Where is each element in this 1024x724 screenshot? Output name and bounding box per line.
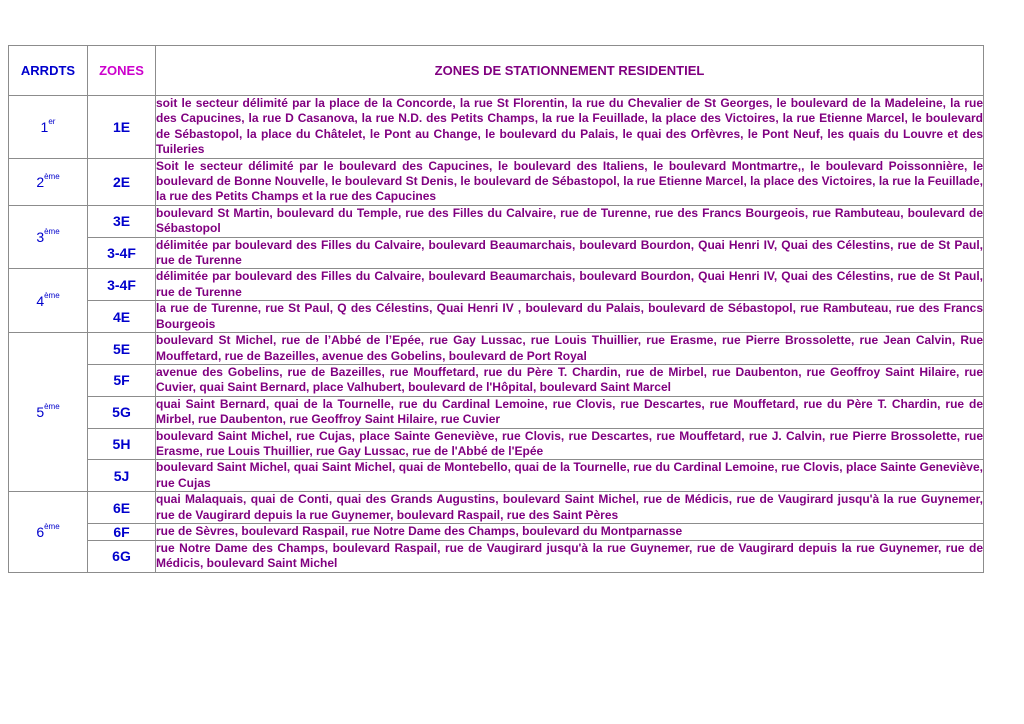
zone-description: boulevard Saint Michel, quai Saint Michel, quai de Montebello, quai de la Tournelle, rue du Cardinal Lemoine, rue Clovis, place Sainte Geneviève, rue Cujas <box>156 460 983 490</box>
zone-code: 1E <box>88 96 156 159</box>
zone-description: soit le secteur délimité par la place de la Concorde, la rue St Florentin, la rue du Chevalier de St Georges, le boulevard de la Madeleine, la rue des Capucines, la rue D Casanova, la rue N.D. des Petits Champs, la rue la Feuillade, la place des Victoires, la rue Etienne Marcel, le boulevard de Sébastopol, la place du Châtelet, le Pont au Change, le boulevard du Palais, le quai des Orfèvres, le Pont Neuf, les quais du Louvre et des Tuileries <box>156 96 983 157</box>
zone-description: rue de Sèvres, boulevard Raspail, rue Notre Dame des Champs, boulevard du Montparnasse <box>156 523 984 540</box>
arrondissement-number: 6 <box>36 523 45 540</box>
zone-description: quai Saint Bernard, quai de la Tournelle, rue du Cardinal Lemoine, rue Clovis, rue Descartes, rue Mouffetard, rue du Père T. Chardin, rue de Mirbel, rue Daubenton, rue Geoffroy Saint Hilaire, rue Cuvier <box>156 396 983 427</box>
zone-description: avenue des Gobelins, rue de Bazeilles, rue Mouffetard, rue du Père T. Chardin, rue de Mirbel, rue Daubenton, rue Geoffroy Saint Hilaire, rue Cuvier, quai Saint Bernard, place Valhubert, boulevard de l'Hôpital, boulevard Saint Marcel <box>156 364 983 395</box>
arrondissement-suffix: ème <box>44 290 60 300</box>
header-row <box>9 46 984 96</box>
table-row <box>9 428 984 460</box>
header-zones-stationnement: ZONES DE STATIONNEMENT RESIDENTIEL <box>156 46 984 96</box>
header-arrdts: ARRDTS <box>9 46 88 96</box>
table-row <box>9 301 984 333</box>
arrondissement-number: 1 <box>40 118 49 135</box>
zone-description: rue Notre Dame des Champs, boulevard Raspail, rue de Vaugirard jusqu'à la rue Guynemer, rue de Vaugirard depuis la rue Guynemer, rue de Médicis, boulevard Saint Michel <box>156 540 983 571</box>
zone-description: quai Malaquais, quai de Conti, quai des Grands Augustins, boulevard Saint Michel, rue de Médicis, rue de Vaugirard jusqu'à la rue Guynemer, rue de Vaugirard depuis la rue Guynemer, boulevard Raspail, rue des Saint Pères <box>156 492 983 522</box>
arrondissement-cell <box>9 158 88 205</box>
zone-code: 5J <box>88 460 156 492</box>
arrondissement-suffix: ème <box>44 521 60 531</box>
zone-code: 6E <box>88 492 156 524</box>
zones-table <box>8 45 984 573</box>
zone-description: la rue de Turenne, rue St Paul, Q des Célestins, Quai Henri IV , boulevard du Palais, boulevard de Sébastopol, rue Rambuteau, rue des Francs Bourgeois <box>156 301 983 331</box>
zone-description: boulevard Saint Michel, rue Cujas, place Sainte Geneviève, rue Clovis, rue Descartes, rue Mouffetard, rue J. Calvin, rue Pierre Brossolette, rue Erasme, rue Louis Thuillier, rue Gay Lussac, rue de l'Abbé de l'Epée <box>156 428 983 458</box>
zone-code: 3E <box>88 205 156 237</box>
arrondissement-suffix: ème <box>44 171 60 181</box>
table-row <box>9 333 984 365</box>
table-row <box>9 237 984 269</box>
arrondissement-number: 5 <box>36 404 45 421</box>
arrondissement-number: 4 <box>36 292 45 309</box>
table-row <box>9 492 984 524</box>
arrondissement-suffix: ème <box>44 227 60 237</box>
table-row <box>9 269 984 301</box>
zone-code: 3-4F <box>88 237 156 269</box>
zone-code: 5E <box>88 333 156 365</box>
arrondissement-cell <box>9 492 88 573</box>
arrondissement-cell <box>9 205 88 269</box>
arrondissement-suffix: er <box>48 116 56 126</box>
arrondissement-number: 2 <box>36 173 45 190</box>
header-zones: ZONES <box>88 46 156 96</box>
zone-code: 3-4F <box>88 269 156 301</box>
arrondissement-cell <box>9 96 88 159</box>
arrondissement-number: 3 <box>36 229 45 246</box>
zone-description: boulevard St Michel, rue de l’Abbé de l’Epée, rue Gay Lussac, rue Louis Thuillier, rue Erasme, rue Pierre Brossolette, rue Jean Calvin, Rue Mouffetard, rue de Bazeilles, avenue des Gobelins, boulevard de Port Royal <box>156 333 983 363</box>
zone-code: 5F <box>88 364 156 396</box>
zone-description: Soit le secteur délimité par le boulevard des Capucines, le boulevard des Italiens, le boulevard Montmartre,, le boulevard Poissonnière, le boulevard de Bonne Nouvelle, le boulevard St Denis, le boulevard de Sébastopol, la rue Etienne Marcel, la place des Victoires, la rue la Feuillade, la rue des Petits Champs et la rue des Capucines <box>156 158 983 204</box>
arrondissement-cell <box>9 333 88 492</box>
table-row <box>9 158 984 205</box>
table-row <box>9 523 984 540</box>
table-row <box>9 96 984 159</box>
zone-code: 4E <box>88 301 156 333</box>
table-row <box>9 540 984 572</box>
zone-code: 5G <box>88 396 156 428</box>
arrondissement-suffix: ème <box>44 402 60 412</box>
zone-description: délimitée par boulevard des Filles du Calvaire, boulevard Beaumarchais, boulevard Bourdon, Quai Henri IV, Quai des Célestins, rue de St Paul, rue de Turenne <box>156 237 983 268</box>
table-row <box>9 396 984 428</box>
zone-code: 5H <box>88 428 156 460</box>
zone-code: 6G <box>88 540 156 572</box>
table-row <box>9 364 984 396</box>
table-row <box>9 460 984 492</box>
zone-description: boulevard St Martin, boulevard du Temple, rue des Filles du Calvaire, rue de Turenne, rue des Francs Bourgeois, rue Rambuteau, boulevard de Sébastopol <box>156 205 983 236</box>
zone-code: 2E <box>88 158 156 205</box>
arrondissement-cell <box>9 269 88 333</box>
zone-description: délimitée par boulevard des Filles du Calvaire, boulevard Beaumarchais, boulevard Bourdon, Quai Henri IV, Quai des Célestins, rue de St Paul, rue de Turenne <box>156 269 983 299</box>
zone-code: 6F <box>88 523 156 540</box>
table-row <box>9 205 984 237</box>
